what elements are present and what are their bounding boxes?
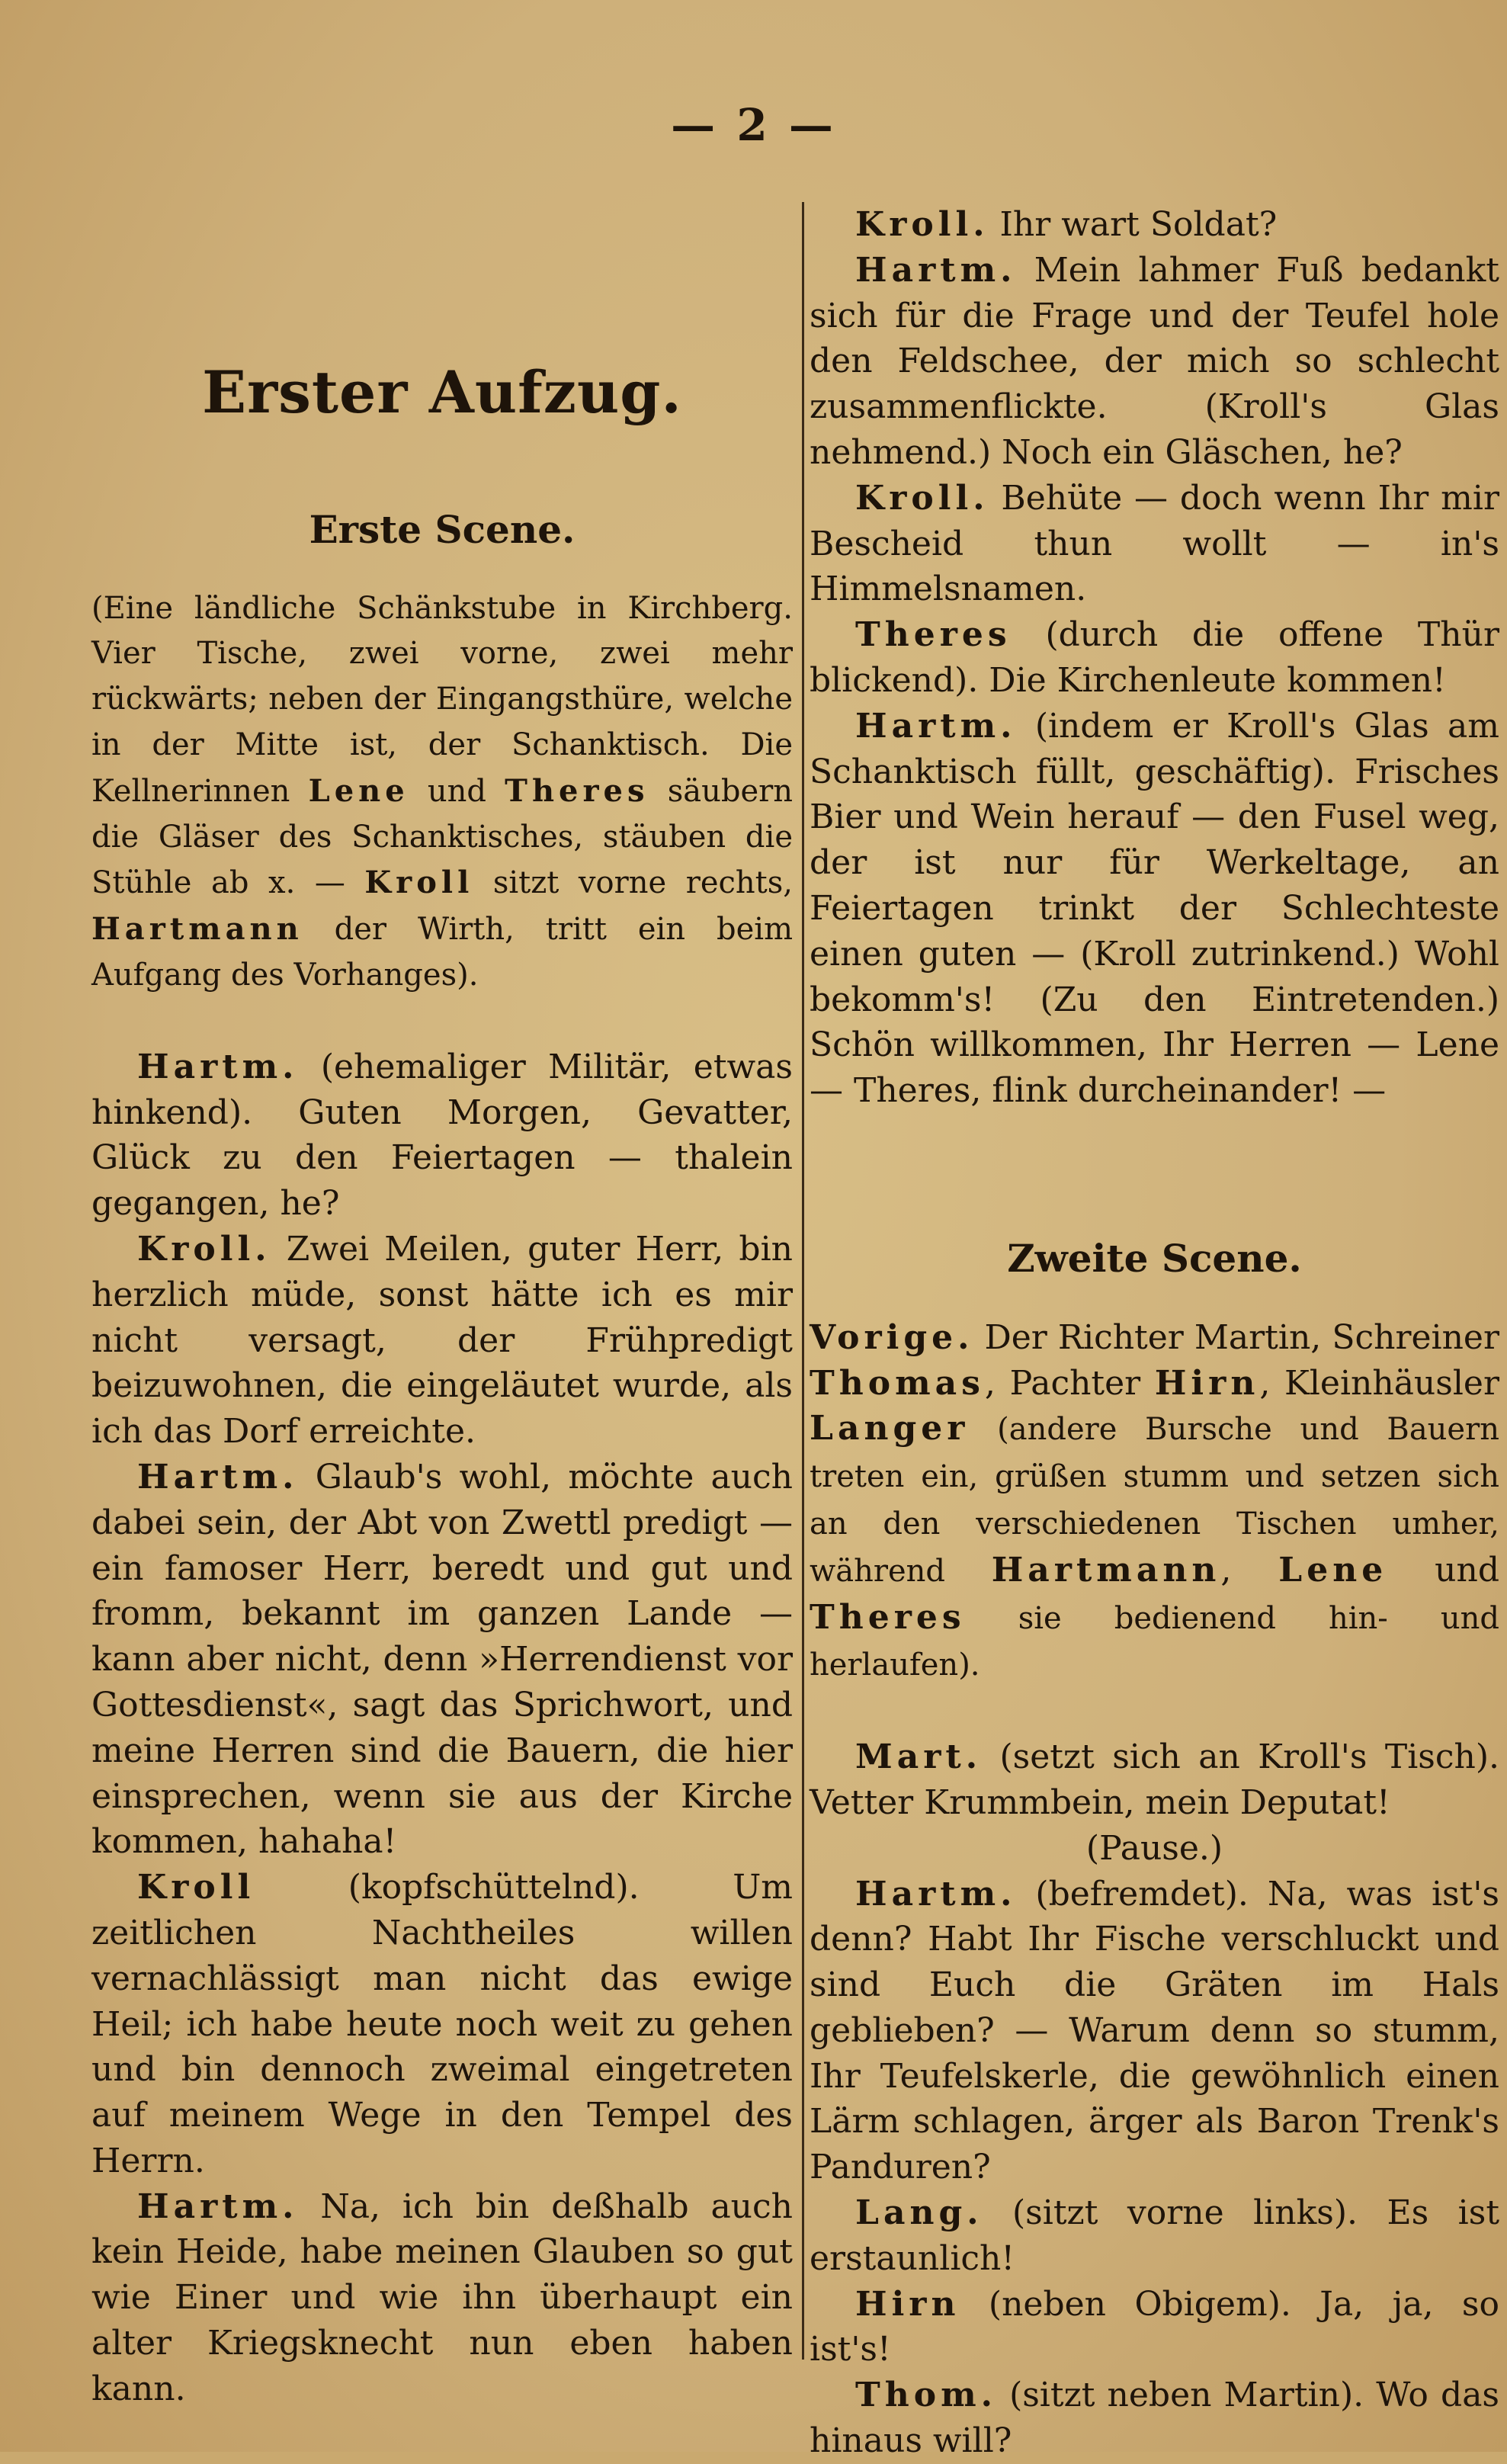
speech-text: (indem er Kroll's Glas am Schanktisch füllt, geschäftig). Frisches Bier und Wein herauf — den Fusel weg, der ist nur für Werkeltage, an Feiertagen trinkt der Schlechteste einen guten — (Kroll zutrinkend.) Wohl bekomm's! (Zu den Eintretenden.) Schön willkommen, Ihr Herren — Lene — Theres, flink durcheinander! — [810,706,1499,1111]
speech-text: Glaub's wohl, möchte auch dabei sein, der Abt von Zwettl predigt — ein famoser Herr, beredt und gut und fromm, bekannt im ganzen Lande — kann aber nicht, denn »Herrendienst vor Gottesdienst«, sagt das Sprichwort, und meine Herren sind die Bauern, die hier einsprechen, wenn sie aus der Kirche kommen, hahaha! [91,1457,793,1862]
stage-text: und [1387,1550,1499,1590]
right-column [810,202,1499,2464]
stage-direction-2 [810,1315,1499,1689]
speech [810,612,1499,704]
pause-direction: (Pause.) [1085,1828,1223,1868]
speech [810,2373,1499,2464]
stage-text: (andere Bursche und Bauern treten ein, grüßen stumm und setzen sich an den verschiedenen Tischen umher, während [810,1412,1499,1589]
speaker-name: Hirn [855,2284,960,2324]
speech-text: (befremdet). Na, was ist's denn? Habt Ihr Fische verschluckt und sind Euch die Gräten im Hals geblieben? — Warum denn so stumm, Ihr Teufelskerle, die gewöhnlich einen Lärm schlagen, ärger als Baron Trenk's Panduren? [810,1874,1499,2187]
speech-text: (neben Obigem). Ja, ja, so ist's! [810,2284,1499,2369]
stage-text: der Wirth, tritt ein beim Aufgang des Vorhanges). [91,912,793,993]
speech [810,2190,1499,2282]
speech-text: (durch die offene Thür blickend). Die Kirchenleute kommen! [810,615,1499,700]
stage-text: sitzt vorne rechts, [473,865,793,901]
stage-text: säubern die Gläser des Schanktisches, stäuben die Stühle ab x. — [91,773,793,901]
stage-text: , [1220,1550,1279,1590]
character-name-kroll: Kroll [364,865,474,901]
character-name-hirn: Hirn [1154,1363,1260,1403]
stage-text: und [409,773,505,809]
page-number: — 2 — [671,99,836,151]
speaker-name: Hartm. [855,250,1017,290]
speaker-name: Mart. [855,1737,983,1777]
speech [810,2282,1499,2373]
speech-text: (setzt sich an Kroll's Tisch). Vetter Krummbein, mein Deputat! [810,1737,1499,1822]
speaker-name: Theres [855,615,1012,655]
speech [810,202,1499,248]
scene-title-2: Zweite Scene. [1007,1235,1302,1281]
character-name-langer: Langer [810,1409,970,1449]
character-name-theres: Theres [505,772,649,809]
speaker-name: Kroll. [855,478,989,518]
act-title: Erster Aufzug. [202,358,682,426]
speech [91,1455,793,1865]
speaker-name: Hartm. [137,1457,299,1497]
speaker-name: Kroll [137,1868,255,1907]
speaker-name: Hartm. [855,706,1017,746]
speaker-name: Hartm. [137,2186,299,2226]
character-name-theres: Theres [810,1597,966,1637]
scene-title-1: Erste Scene. [309,506,576,552]
speech-text: Ihr wart Soldat? [989,205,1278,244]
speech-text: (kopfschüttelnd). Um zeitlichen Nachtheiles willen vernachlässigt man nicht das ewige Heil; ich habe heute noch weit zu gehen und bin dennoch zweimal eingetreten auf meinem Wege in den Tempel des Herrn. [91,1868,793,2180]
speech [810,476,1499,612]
speech-text: Zwei Meilen, guter Herr, bin herzlich müde, sonst hätte ich es mir nicht versagt, der Frühpredigt beizuwohnen, die eingeläutet wurde, als ich das Dorf erreichte. [91,1229,793,1452]
speech-text: (sitzt neben Martin). Wo das hinaus will? [810,2376,1499,2461]
stage-text: Der Richter Martin, Schreiner [973,1317,1499,1357]
stage-direction-1 [91,586,793,999]
column-divider [802,202,804,2360]
character-name-hartmann: Hartmann [991,1550,1221,1590]
speech-text: Na, ich bin deßhalb auch kein Heide, habe meinen Glauben so gut wie Einer und wie ihn überhaupt ein alter Kriegsknecht nun eben haben kann. [91,2186,793,2408]
character-name-vorige: Vorige. [810,1317,974,1357]
speech-text: (ehemaliger Militär, etwas hinkend). Guten Morgen, Gevatter, Glück zu den Feiertagen — thalein gegangen, he? [91,1047,793,1224]
character-name-lene: Lene [308,772,409,809]
speech [91,2184,793,2412]
speech [810,1872,1499,2191]
speech [810,1734,1499,1826]
speaker-name: Kroll. [855,205,989,244]
speaker-name: Kroll. [137,1229,271,1269]
speech [810,704,1499,1114]
speaker-name: Hartm. [137,1047,299,1086]
left-column [91,202,793,2412]
speech-text: (sitzt vorne links). Es ist erstaunlich! [810,2193,1499,2278]
speech [91,1044,793,1227]
stage-text: , Kleinhäusler [1259,1363,1499,1403]
speaker-name: Thom. [855,2376,997,2415]
speech [91,1227,793,1455]
stage-text: sie bedienend hin- und herlaufen). [810,1600,1499,1683]
speaker-name: Lang. [855,2193,983,2233]
speech-text: Mein lahmer Fuß bedankt sich für die Frage und der Teufel hole den Feldschee, der mich so schlecht zusammenflickte. (Kroll's Glas nehmend.) Noch ein Gläschen, he? [810,250,1499,472]
speech [91,1865,793,2184]
character-name-thomas: Thomas [810,1363,985,1403]
speech-text: Behüte — doch wenn Ihr mir Bescheid thun wollt — in's Himmelsnamen. [810,478,1499,609]
speech [810,248,1499,476]
speaker-name: Hartm. [855,1874,1017,1914]
character-name-hartmann: Hartmann [91,911,303,948]
character-name-lene: Lene [1278,1550,1388,1590]
stage-text: , Pachter [984,1363,1155,1403]
stage-text: (Eine ländliche Schänkstube in Kirchberg. Vier Tische, zwei vorne, zwei mehr rückwärts; neben der Eingangsthüre, welche in der Mitte ist, der Schanktisch. Die Kellnerinnen [91,590,793,809]
